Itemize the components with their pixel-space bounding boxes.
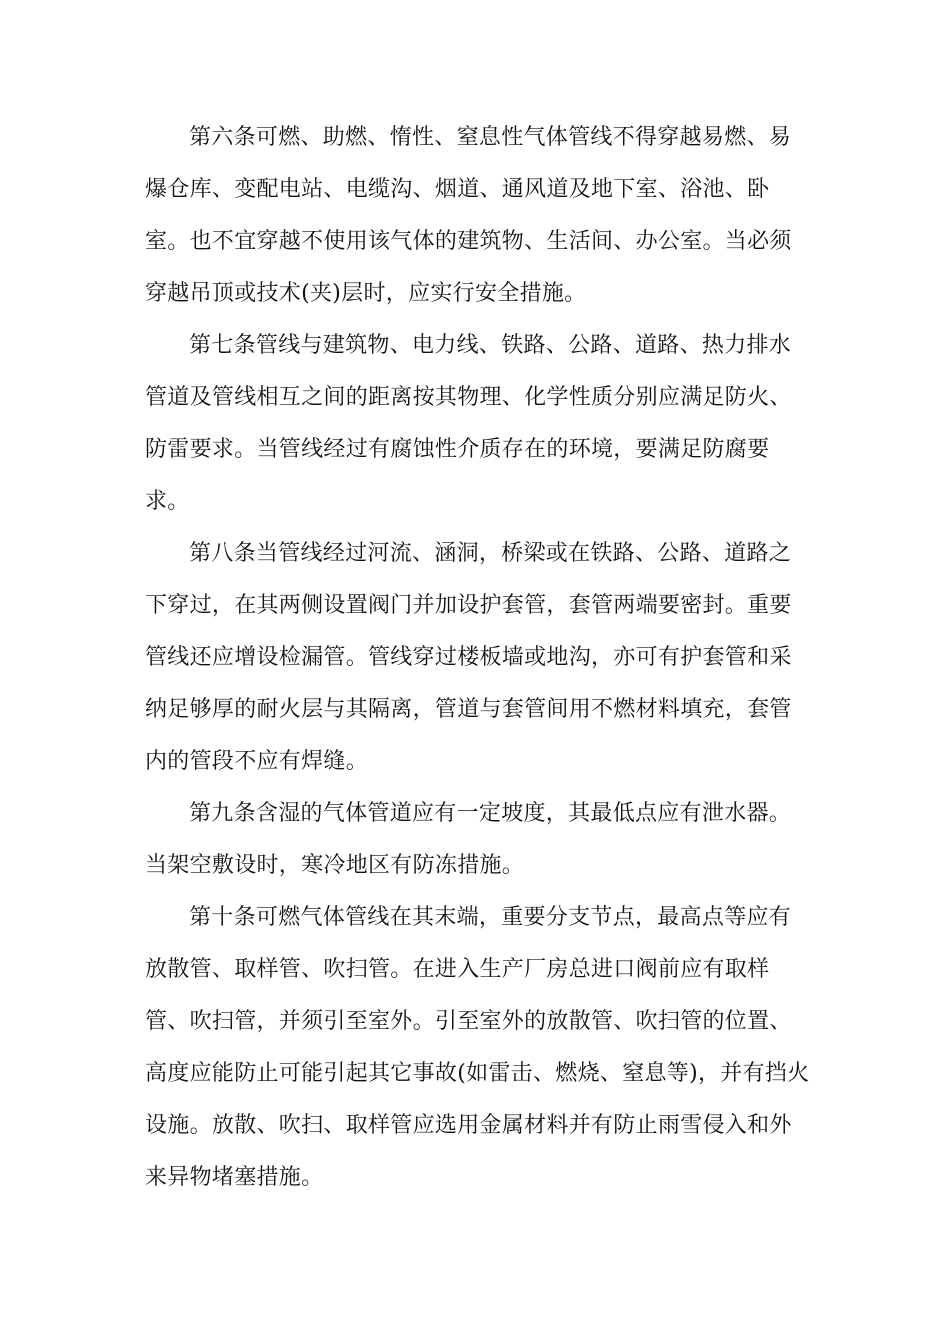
text-line: 来异物堵塞措施。 [145,1165,324,1190]
text-line: 管线还应增设检漏管。管线穿过楼板墙或地沟，亦可有护套管和采 [145,645,792,670]
text-line: 第六条可燃、助燃、惰性、窒息性气体管线不得穿越易燃、易 [189,125,792,150]
text-line: 第九条含湿的气体管道应有一定坡度，其最低点应有泄水器。 [189,801,792,826]
text-line: 求。 [145,489,190,514]
text-line: 内的管段不应有焊缝。 [145,749,369,774]
text-line: 第八条当管线经过河流、涵洞，桥梁或在铁路、公路、道路之 [189,541,792,566]
document-body [145,112,810,1204]
text-line: 管道及管线相互之间的距离按其物理、化学性质分别应满足防火、 [145,385,792,410]
article-10-paragraph [145,892,810,1204]
text-line: 管、吹扫管，并须引至室外。引至室外的放散管、吹扫管的位置、 [145,1009,792,1034]
text-line: 放散管、取样管、吹扫管。在进入生产厂房总进口阀前应有取样 [145,957,770,982]
text-line: 第十条可燃气体管线在其末端，重要分支节点，最高点等应有 [189,905,792,930]
text-line: 当架空敷设时，寒冷地区有防冻措施。 [145,853,525,878]
article-7-paragraph [145,320,810,528]
article-6-paragraph [145,112,810,320]
text-line: 室。也不宜穿越不使用该气体的建筑物、生活间、办公室。当必须 [145,229,792,254]
text-line: 防雷要求。当管线经过有腐蚀性介质存在的环境，要满足防腐要 [145,437,770,462]
text-line: 高度应能防止可能引起其它事故(如雷击、燃烧、窒息等)，并有挡火 [145,1061,810,1086]
text-line: 第七条管线与建筑物、电力线、铁路、公路、道路、热力排水 [189,333,792,358]
article-8-paragraph [145,528,810,788]
text-line: 纳足够厚的耐火层与其隔离，管道与套管间用不燃材料填充，套管 [145,697,792,722]
text-line: 下穿过，在其两侧设置阀门并加设护套管，套管两端要密封。重要 [145,593,792,618]
article-9-paragraph [145,788,810,892]
text-line: 设施。放散、吹扫、取样管应选用金属材料并有防止雨雪侵入和外 [145,1113,792,1138]
text-line: 穿越吊顶或技术(夹)层时，应实行安全措施。 [145,281,587,306]
text-line: 爆仓库、变配电站、电缆沟、烟道、通风道及地下室、浴池、卧 [145,177,770,202]
